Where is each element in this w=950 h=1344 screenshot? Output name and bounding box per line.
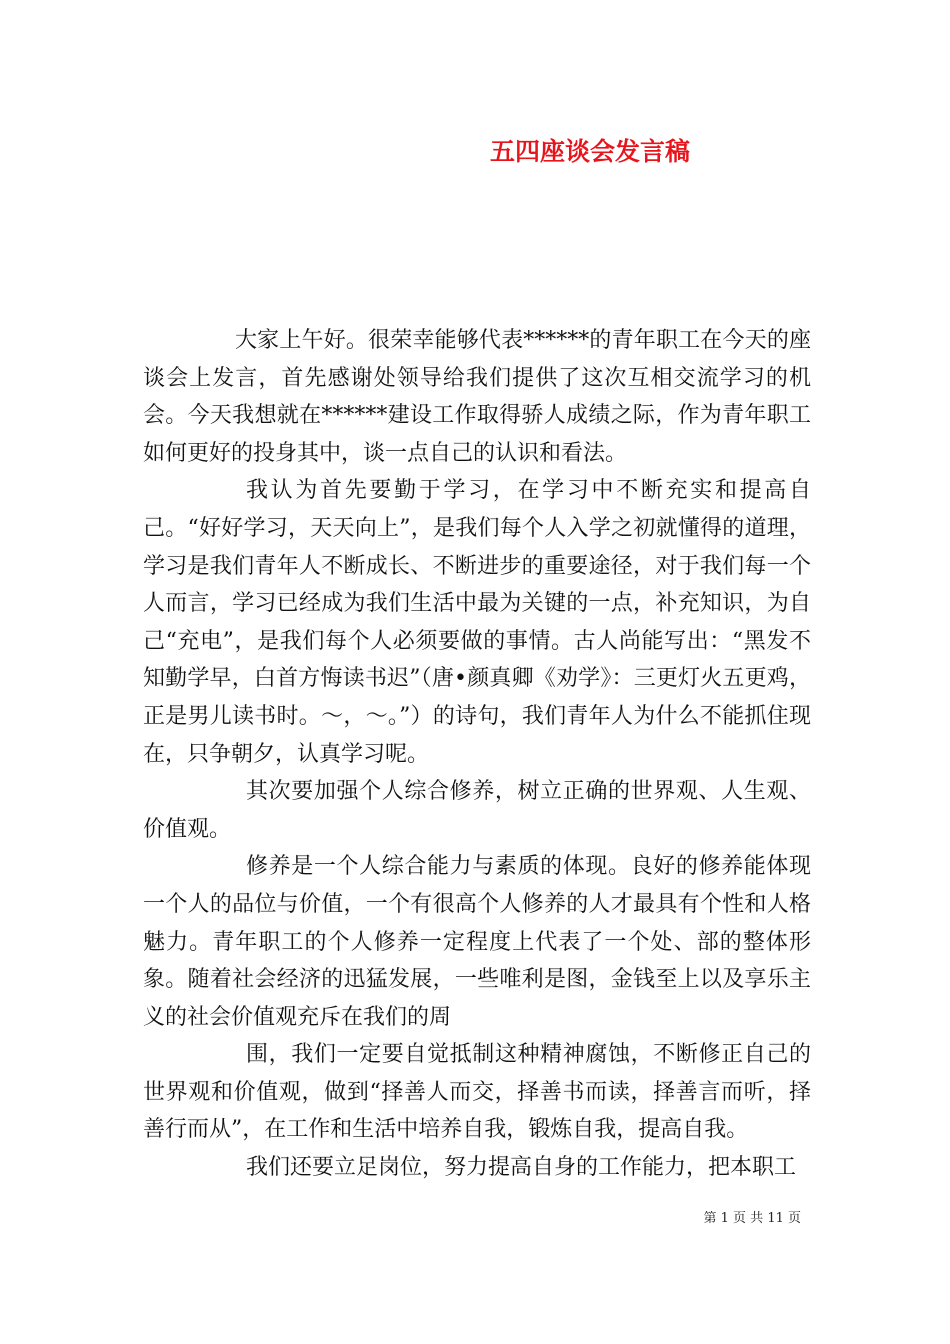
paragraph-values: 围，我们一定要自觉抵制这种精神腐蚀，不断修正自己的世界观和价值观，做到“择善人而交，择善书而读，择善言而听，择善行而从”，在工作和生活中培养自我，锻炼自我，提高自我。 — [143, 1042, 811, 1143]
page-number-footer: 第 1 页 共 11 页 — [703, 1211, 801, 1226]
paragraph-cultivation: 修养是一个人综合能力与素质的体现。良好的修养能体现一个人的品位与价值，一个有很高个人修养的人才最具有个性和人格魅力。青年职工的个人修养一定程度上代表了一个处、部的整体形象。随着社会经济的迅猛发展，一些唯利是图，金钱至上以及享乐主义的社会价值观充斥在我们的周 — [143, 854, 811, 1030]
document-body — [143, 322, 811, 1187]
document-title: 五四座谈会发言稿 — [489, 137, 690, 166]
paragraph-work: 我们还要立足岗位，努力提高自身的工作能力，把本职工 — [246, 1155, 797, 1181]
paragraph-greeting: 大家上午好。很荣幸能够代表******的青年职工在今天的座谈会上发言，首先感谢处领导给我们提供了这次互相交流学习的机会。今天我想就在******建设工作取得骄人成绩之际，作为青年职工如何更好的投身其中，谈一点自己的认识和看法。 — [143, 328, 811, 466]
paragraph-study: 我认为首先要勤于学习，在学习中不断充实和提高自己。“好好学习，天天向上”，是我们每个人入学之初就懂得的道理，学习是我们青年人不断成长、不断进步的重要途径，对于我们每一个人而言，学习已经成为我们生活中最为关键的一点，补充知识，为自己“充电”，是我们每个人必须要做的事情。古人尚能写出：“黑发不知勤学早，白首方悔读书迟”（唐•颜真卿《劝学》：三更灯火五更鸡，正是男儿读书时。～，～。”）的诗句，我们青年人为什么不能抓住现在，只争朝夕，认真学习呢。 — [143, 478, 811, 767]
paragraph-cultivation-heading: 其次要加强个人综合修养，树立正确的世界观、人生观、价值观。 — [143, 779, 811, 842]
